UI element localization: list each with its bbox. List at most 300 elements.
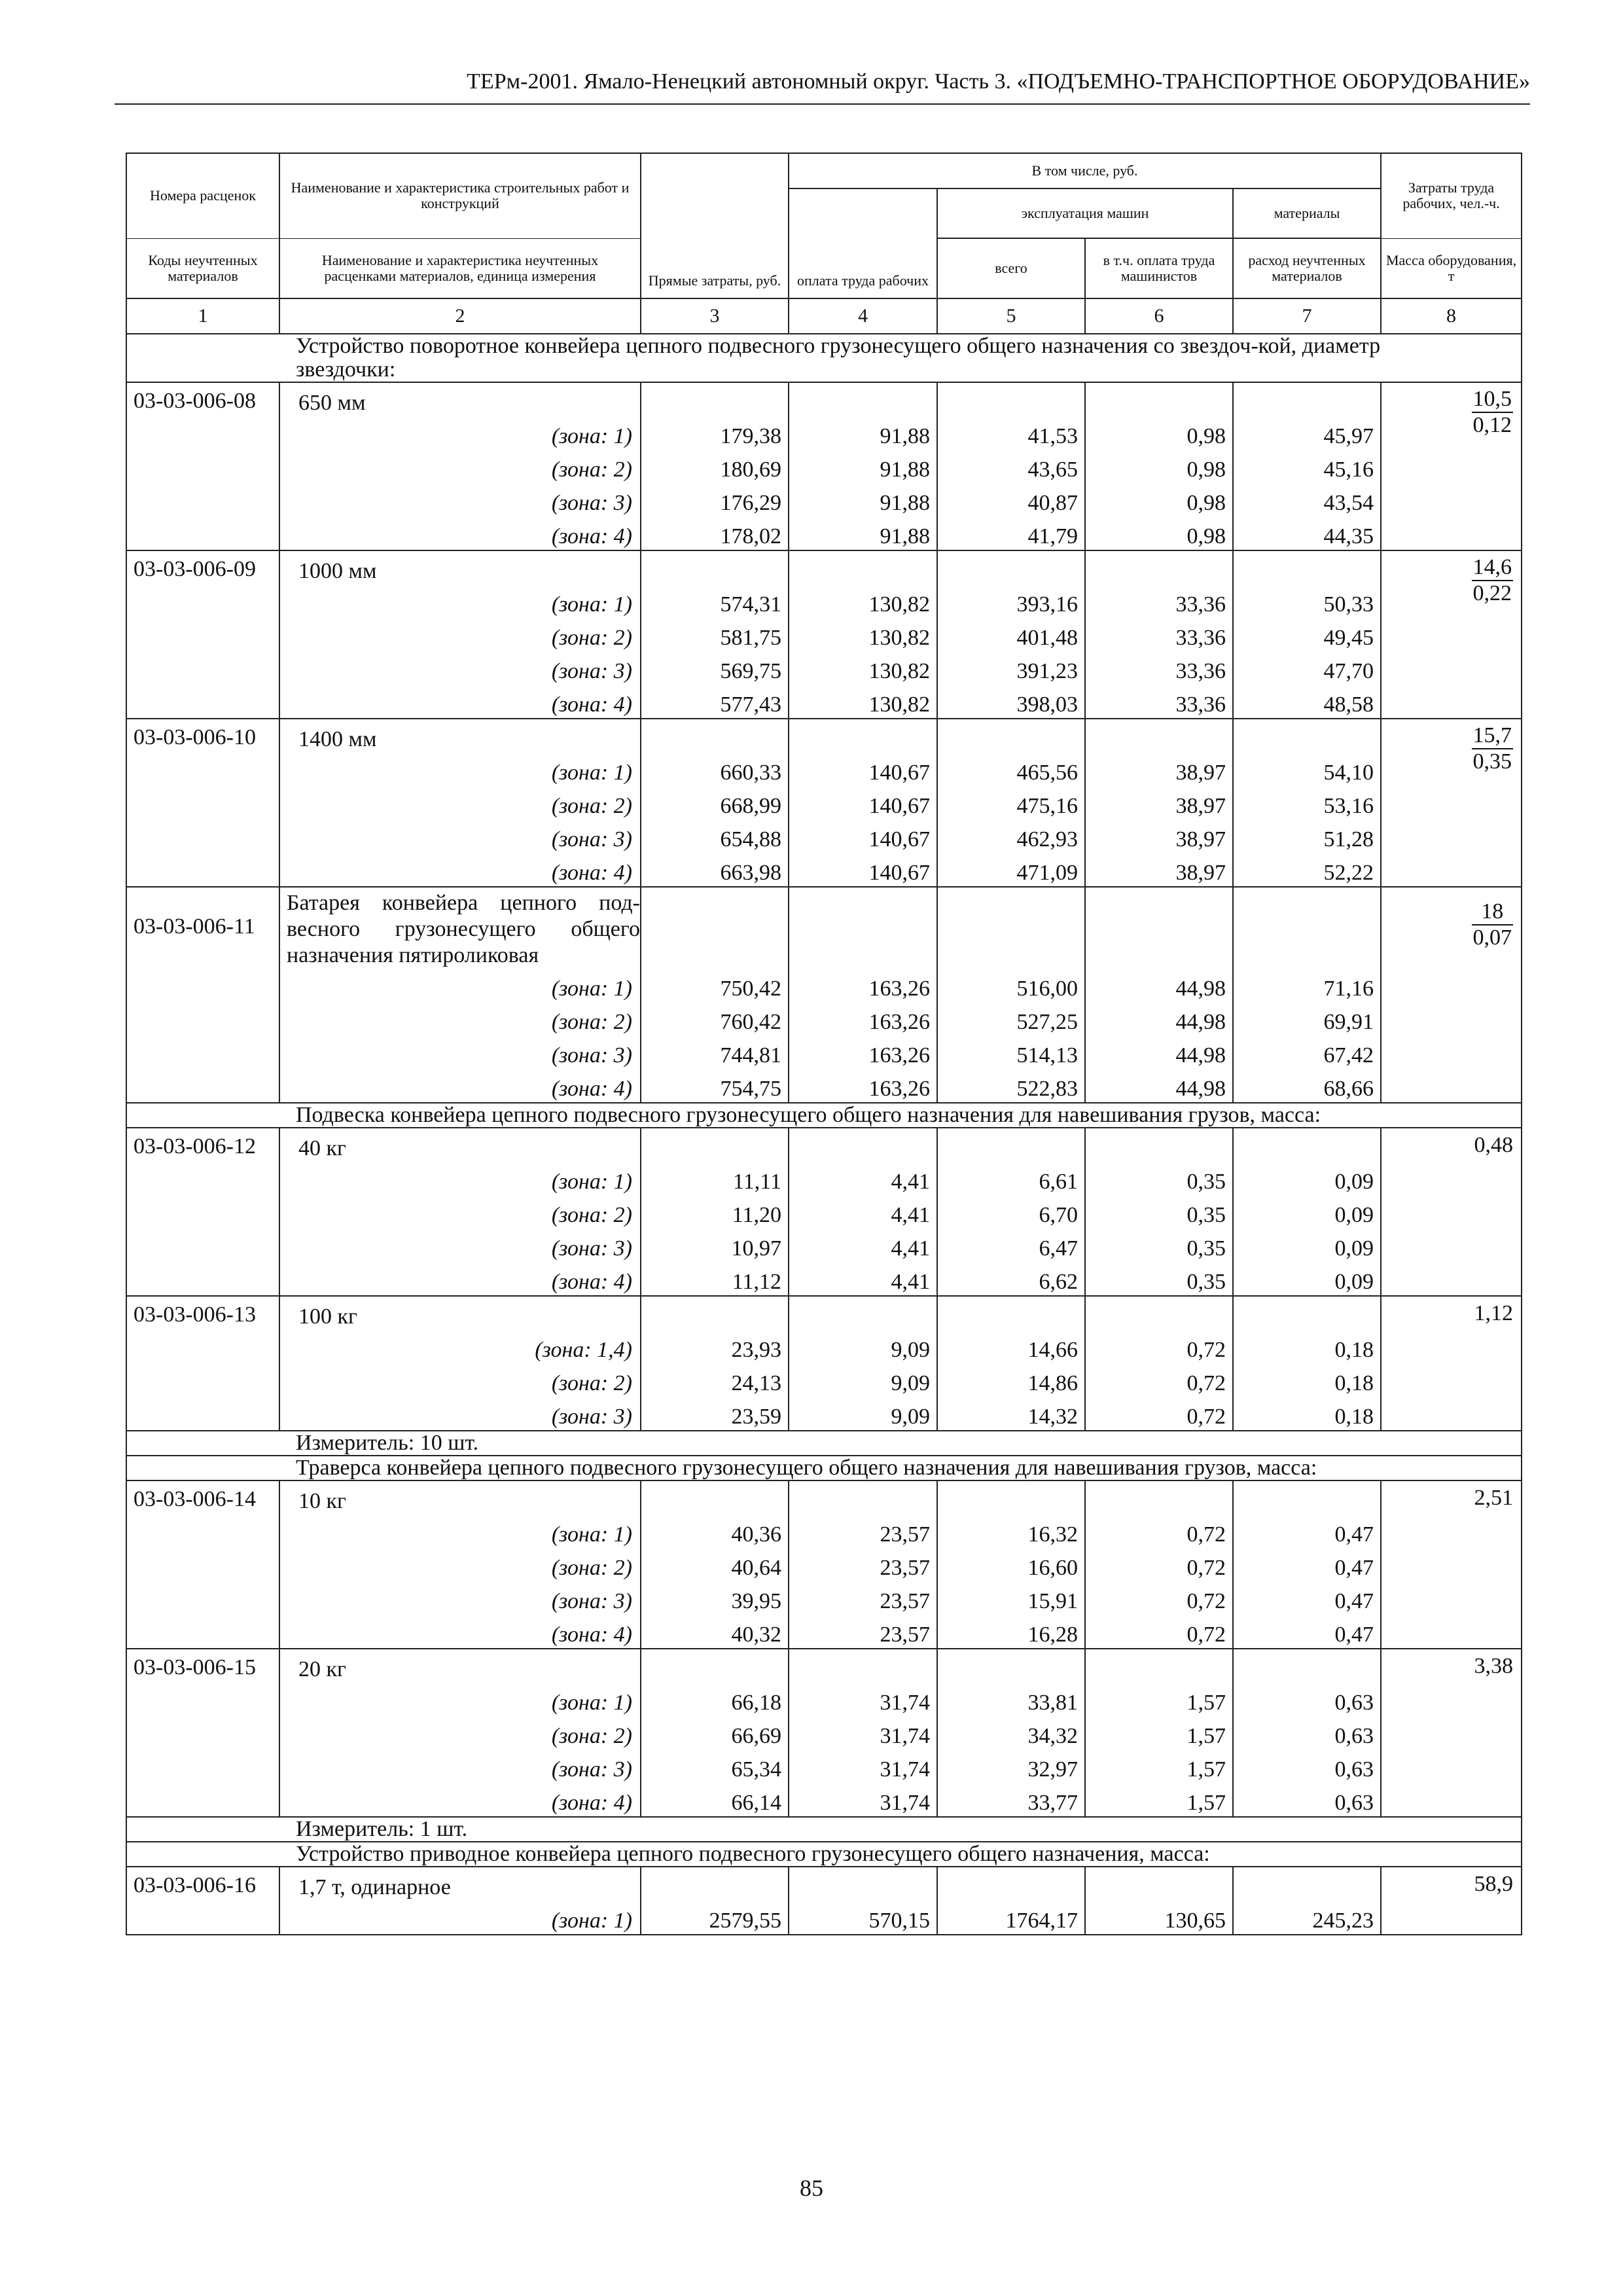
operators-value: 0,98 bbox=[1085, 483, 1233, 516]
section-title-row bbox=[126, 1103, 1522, 1128]
zone-row bbox=[126, 753, 1522, 786]
operators-value: 44,98 bbox=[1085, 1002, 1233, 1035]
operators-value: 33,36 bbox=[1085, 651, 1233, 685]
direct-value: 179,38 bbox=[641, 416, 789, 450]
wages-value: 31,74 bbox=[789, 1749, 937, 1783]
running-header: ТЕРм-2001. Ямало-Ненецкий автономный округ. Часть 3. «ПОДЪЕМНО-ТРАНСПОРТНОЕ ОБОРУДОВАНИЕ» bbox=[467, 69, 1530, 94]
zone-row bbox=[126, 1195, 1522, 1229]
zone-label: (зона: 1) bbox=[279, 416, 641, 450]
col6-header: в т.ч. оплата труда машинистов bbox=[1085, 238, 1233, 298]
operators-value: 0,98 bbox=[1085, 450, 1233, 483]
zone-label: (зона: 2) bbox=[279, 1002, 641, 1035]
zone-row bbox=[126, 1397, 1522, 1431]
labor-value: 3,38 bbox=[1474, 1654, 1514, 1678]
rate-item-row bbox=[126, 1296, 1522, 1330]
zone-label: (зона: 4) bbox=[279, 1069, 641, 1103]
materials-value: 0,09 bbox=[1233, 1262, 1381, 1296]
direct-value: 11,20 bbox=[641, 1195, 789, 1229]
zone-row bbox=[126, 685, 1522, 719]
section-title-row bbox=[126, 1456, 1522, 1480]
labor-value: 0,48 bbox=[1474, 1133, 1514, 1157]
direct-value: 660,33 bbox=[641, 753, 789, 786]
rate-code: 03-03-006-15 bbox=[126, 1649, 279, 1817]
wages-value: 163,26 bbox=[789, 969, 937, 1002]
wages-value: 4,41 bbox=[789, 1162, 937, 1195]
direct-value: 180,69 bbox=[641, 450, 789, 483]
zone-row bbox=[126, 1363, 1522, 1397]
direct-value: 668,99 bbox=[641, 786, 789, 819]
direct-value: 66,14 bbox=[641, 1783, 789, 1817]
operators-value: 0,72 bbox=[1085, 1397, 1233, 1431]
wages-value: 570,15 bbox=[789, 1901, 937, 1935]
labor-mass-fraction bbox=[1472, 899, 1514, 950]
table-body bbox=[126, 334, 1522, 1935]
zone-row bbox=[126, 1515, 1522, 1548]
zone-row bbox=[126, 584, 1522, 618]
materials-value: 0,47 bbox=[1233, 1515, 1381, 1548]
mass-value: 0,35 bbox=[1472, 749, 1512, 774]
zone-row bbox=[126, 1035, 1522, 1069]
wages-value: 9,09 bbox=[789, 1330, 937, 1363]
mass-value: 0,07 bbox=[1472, 925, 1512, 950]
direct-value: 654,88 bbox=[641, 819, 789, 853]
wages-value: 91,88 bbox=[789, 450, 937, 483]
wages-value: 31,74 bbox=[789, 1683, 937, 1716]
operators-value: 0,72 bbox=[1085, 1515, 1233, 1548]
materials-value: 0,47 bbox=[1233, 1581, 1381, 1615]
machines-value: 16,32 bbox=[937, 1515, 1085, 1548]
rate-name: 20 кг bbox=[279, 1649, 641, 1683]
zone-label: (зона: 3) bbox=[279, 819, 641, 853]
zone-label: (зона: 1) bbox=[279, 1683, 641, 1716]
operators-value: 1,57 bbox=[1085, 1783, 1233, 1817]
rate-item-row bbox=[126, 382, 1522, 416]
zone-row bbox=[126, 651, 1522, 685]
zone-label: (зона: 1) bbox=[279, 1901, 641, 1935]
wages-value: 130,82 bbox=[789, 685, 937, 719]
direct-value: 577,43 bbox=[641, 685, 789, 719]
zone-label: (зона: 1) bbox=[279, 753, 641, 786]
meter-row bbox=[126, 1817, 1522, 1842]
zone-row bbox=[126, 1162, 1522, 1195]
zone-label: (зона: 4) bbox=[279, 853, 641, 887]
materials-value: 0,18 bbox=[1233, 1397, 1381, 1431]
rate-code: 03-03-006-16 bbox=[126, 1867, 279, 1935]
machines-value: 14,86 bbox=[937, 1363, 1085, 1397]
operators-value: 38,97 bbox=[1085, 819, 1233, 853]
zone-row bbox=[126, 1581, 1522, 1615]
zone-label: (зона: 1) bbox=[279, 969, 641, 1002]
mass-value: 0,12 bbox=[1472, 413, 1512, 437]
section-title: Подвеска конвейера цепного подвесного грузонесущего общего назначения для навешивания грузов, масса: bbox=[126, 1103, 1522, 1128]
wages-value: 163,26 bbox=[789, 1035, 937, 1069]
zone-label: (зона: 2) bbox=[279, 786, 641, 819]
page-number: 85 bbox=[800, 2175, 823, 2201]
labor-value: 15,7 bbox=[1472, 723, 1514, 749]
operators-value: 38,97 bbox=[1085, 753, 1233, 786]
operators-value: 0,72 bbox=[1085, 1330, 1233, 1363]
column-number: 1 bbox=[126, 298, 279, 334]
direct-value: 569,75 bbox=[641, 651, 789, 685]
rate-item-row bbox=[126, 1649, 1522, 1683]
labor-value: 14,6 bbox=[1472, 555, 1514, 581]
zone-label: (зона: 3) bbox=[279, 1035, 641, 1069]
machines-value: 393,16 bbox=[937, 584, 1085, 618]
labor-mass-fraction bbox=[1472, 555, 1514, 606]
materials-value: 52,22 bbox=[1233, 853, 1381, 887]
machines-value: 475,16 bbox=[937, 786, 1085, 819]
rate-name: 40 кг bbox=[279, 1128, 641, 1162]
zone-row bbox=[126, 786, 1522, 819]
rate-item-row bbox=[126, 1480, 1522, 1515]
direct-value: 11,12 bbox=[641, 1262, 789, 1296]
wages-value: 4,41 bbox=[789, 1262, 937, 1296]
column-number: 4 bbox=[789, 298, 937, 334]
wages-value: 23,57 bbox=[789, 1515, 937, 1548]
direct-value: 40,32 bbox=[641, 1615, 789, 1649]
labor-value: 58,9 bbox=[1474, 1872, 1514, 1896]
wages-value: 91,88 bbox=[789, 483, 937, 516]
wages-value: 130,82 bbox=[789, 651, 937, 685]
operators-value: 1,57 bbox=[1085, 1683, 1233, 1716]
materials-value: 0,18 bbox=[1233, 1330, 1381, 1363]
wages-value: 130,82 bbox=[789, 584, 937, 618]
rate-item-row bbox=[126, 1867, 1522, 1901]
zone-row bbox=[126, 1783, 1522, 1817]
wages-value: 4,41 bbox=[789, 1195, 937, 1229]
direct-value: 11,11 bbox=[641, 1162, 789, 1195]
materials-value: 0,18 bbox=[1233, 1363, 1381, 1397]
direct-value: 65,34 bbox=[641, 1749, 789, 1783]
zone-row bbox=[126, 853, 1522, 887]
wages-value: 140,67 bbox=[789, 753, 937, 786]
zone-row bbox=[126, 1262, 1522, 1296]
zone-label: (зона: 1) bbox=[279, 584, 641, 618]
direct-value: 760,42 bbox=[641, 1002, 789, 1035]
direct-value: 24,13 bbox=[641, 1363, 789, 1397]
wages-value: 140,67 bbox=[789, 819, 937, 853]
materials-value: 51,28 bbox=[1233, 819, 1381, 853]
direct-value: 10,97 bbox=[641, 1229, 789, 1262]
materials-value: 67,42 bbox=[1233, 1035, 1381, 1069]
materials-value: 69,91 bbox=[1233, 1002, 1381, 1035]
machines-value: 522,83 bbox=[937, 1069, 1085, 1103]
zone-row bbox=[126, 1683, 1522, 1716]
group-materials-header: материалы bbox=[1233, 188, 1381, 238]
machines-value: 16,60 bbox=[937, 1548, 1085, 1581]
rate-item-row bbox=[126, 887, 1522, 969]
zone-label: (зона: 2) bbox=[279, 1548, 641, 1581]
materials-value: 0,47 bbox=[1233, 1615, 1381, 1649]
zone-row bbox=[126, 516, 1522, 550]
zone-label: (зона: 2) bbox=[279, 618, 641, 651]
mass-value: 0,22 bbox=[1472, 581, 1512, 605]
machines-value: 516,00 bbox=[937, 969, 1085, 1002]
zone-row bbox=[126, 1716, 1522, 1749]
rate-name: 10 кг bbox=[279, 1480, 641, 1515]
direct-value: 744,81 bbox=[641, 1035, 789, 1069]
operators-value: 33,36 bbox=[1085, 685, 1233, 719]
wages-value: 23,57 bbox=[789, 1615, 937, 1649]
zone-label: (зона: 3) bbox=[279, 1749, 641, 1783]
operators-value: 0,72 bbox=[1085, 1548, 1233, 1581]
machines-value: 398,03 bbox=[937, 685, 1085, 719]
operators-value: 44,98 bbox=[1085, 1069, 1233, 1103]
zone-row bbox=[126, 1229, 1522, 1262]
labor-mass-fraction bbox=[1472, 723, 1514, 774]
rate-name: 1,7 т, одинарное bbox=[279, 1867, 641, 1901]
materials-value: 245,23 bbox=[1233, 1901, 1381, 1935]
direct-value: 178,02 bbox=[641, 516, 789, 550]
rate-name: 100 кг bbox=[279, 1296, 641, 1330]
machines-value: 6,70 bbox=[937, 1195, 1085, 1229]
zone-row bbox=[126, 1069, 1522, 1103]
rate-name: 1000 мм bbox=[279, 550, 641, 584]
materials-value: 43,54 bbox=[1233, 483, 1381, 516]
machines-value: 40,87 bbox=[937, 483, 1085, 516]
direct-value: 663,98 bbox=[641, 853, 789, 887]
materials-value: 0,47 bbox=[1233, 1548, 1381, 1581]
wages-value: 163,26 bbox=[789, 1002, 937, 1035]
machines-value: 41,53 bbox=[937, 416, 1085, 450]
operators-value: 33,36 bbox=[1085, 618, 1233, 651]
rate-code: 03-03-006-12 bbox=[126, 1128, 279, 1296]
zone-label: (зона: 1) bbox=[279, 1515, 641, 1548]
machines-value: 14,32 bbox=[937, 1397, 1085, 1431]
operators-value: 1,57 bbox=[1085, 1716, 1233, 1749]
zone-label: (зона: 1) bbox=[279, 1162, 641, 1195]
direct-value: 40,36 bbox=[641, 1515, 789, 1548]
machines-value: 34,32 bbox=[937, 1716, 1085, 1749]
wages-value: 31,74 bbox=[789, 1716, 937, 1749]
zone-row bbox=[126, 483, 1522, 516]
group-in-total-header: В том числе, руб. bbox=[789, 153, 1381, 188]
materials-value: 49,45 bbox=[1233, 618, 1381, 651]
header-rule bbox=[115, 103, 1530, 105]
machines-value: 6,61 bbox=[937, 1162, 1085, 1195]
col8-top-header: Затраты труда рабочих, чел.-ч. bbox=[1381, 153, 1522, 238]
materials-value: 45,97 bbox=[1233, 416, 1381, 450]
direct-value: 23,59 bbox=[641, 1397, 789, 1431]
column-number: 7 bbox=[1233, 298, 1381, 334]
wages-value: 23,57 bbox=[789, 1581, 937, 1615]
machines-value: 465,56 bbox=[937, 753, 1085, 786]
operators-value: 38,97 bbox=[1085, 853, 1233, 887]
operators-value: 0,72 bbox=[1085, 1581, 1233, 1615]
machines-value: 33,77 bbox=[937, 1783, 1085, 1817]
direct-value: 581,75 bbox=[641, 618, 789, 651]
zone-label: (зона: 3) bbox=[279, 651, 641, 685]
rate-item-row bbox=[126, 550, 1522, 584]
direct-value: 40,64 bbox=[641, 1548, 789, 1581]
wages-value: 163,26 bbox=[789, 1069, 937, 1103]
wages-value: 91,88 bbox=[789, 516, 937, 550]
column-number: 8 bbox=[1381, 298, 1522, 334]
materials-value: 53,16 bbox=[1233, 786, 1381, 819]
operators-value: 44,98 bbox=[1085, 1035, 1233, 1069]
col4-header: оплата труда рабочих bbox=[789, 188, 937, 298]
zone-label: (зона: 2) bbox=[279, 1363, 641, 1397]
zone-label: (зона: 1,4) bbox=[279, 1330, 641, 1363]
zone-row bbox=[126, 1548, 1522, 1581]
labor-value: 18 bbox=[1472, 899, 1514, 925]
direct-value: 754,75 bbox=[641, 1069, 789, 1103]
zone-label: (зона: 3) bbox=[279, 1397, 641, 1431]
direct-value: 176,29 bbox=[641, 483, 789, 516]
meter-label: Измеритель: bbox=[296, 1817, 415, 1841]
materials-value: 0,09 bbox=[1233, 1162, 1381, 1195]
operators-value: 0,72 bbox=[1085, 1615, 1233, 1649]
operators-value: 0,35 bbox=[1085, 1229, 1233, 1262]
direct-value: 39,95 bbox=[641, 1581, 789, 1615]
wages-value: 9,09 bbox=[789, 1397, 937, 1431]
zone-row bbox=[126, 969, 1522, 1002]
rate-name: Батарея конвейера цепного под-весного грузонесущего общего назначения пятироликовая bbox=[279, 887, 641, 969]
wages-value: 140,67 bbox=[789, 786, 937, 819]
meter-row bbox=[126, 1431, 1522, 1456]
zone-row bbox=[126, 1901, 1522, 1935]
materials-value: 50,33 bbox=[1233, 584, 1381, 618]
zone-row bbox=[126, 1002, 1522, 1035]
rate-code: 03-03-006-08 bbox=[126, 382, 279, 550]
machines-value: 471,09 bbox=[937, 853, 1085, 887]
machines-value: 527,25 bbox=[937, 1002, 1085, 1035]
zone-label: (зона: 3) bbox=[279, 1581, 641, 1615]
zone-row bbox=[126, 819, 1522, 853]
materials-value: 0,63 bbox=[1233, 1783, 1381, 1817]
meter-value: 1 шт. bbox=[419, 1817, 468, 1841]
machines-value: 43,65 bbox=[937, 450, 1085, 483]
section-title: Траверса конвейера цепного подвесного грузонесущего общего назначения для навешивания грузов, масса: bbox=[126, 1456, 1522, 1480]
col3-header: Прямые затраты, руб. bbox=[641, 153, 789, 298]
col1-top-header: Номера расценок bbox=[126, 153, 279, 238]
rate-item-row bbox=[126, 719, 1522, 753]
column-number: 3 bbox=[641, 298, 789, 334]
machines-value: 391,23 bbox=[937, 651, 1085, 685]
zone-label: (зона: 3) bbox=[279, 1229, 641, 1262]
materials-value: 48,58 bbox=[1233, 685, 1381, 719]
section-title-row bbox=[126, 1842, 1522, 1867]
zone-label: (зона: 2) bbox=[279, 1716, 641, 1749]
wages-value: 130,82 bbox=[789, 618, 937, 651]
rate-code: 03-03-006-11 bbox=[126, 887, 279, 1103]
wages-value: 23,57 bbox=[789, 1548, 937, 1581]
rate-code: 03-03-006-10 bbox=[126, 719, 279, 887]
machines-value: 41,79 bbox=[937, 516, 1085, 550]
materials-value: 0,63 bbox=[1233, 1716, 1381, 1749]
materials-value: 0,09 bbox=[1233, 1229, 1381, 1262]
zone-row bbox=[126, 1330, 1522, 1363]
machines-value: 33,81 bbox=[937, 1683, 1085, 1716]
section-title: Устройство приводное конвейера цепного подвесного грузонесущего общего назначения, масса: bbox=[126, 1842, 1522, 1867]
rate-item-row bbox=[126, 1128, 1522, 1162]
materials-value: 44,35 bbox=[1233, 516, 1381, 550]
wages-value: 140,67 bbox=[789, 853, 937, 887]
machines-value: 462,93 bbox=[937, 819, 1085, 853]
operators-value: 33,36 bbox=[1085, 584, 1233, 618]
wages-value: 9,09 bbox=[789, 1363, 937, 1397]
operators-value: 0,35 bbox=[1085, 1195, 1233, 1229]
materials-value: 0,63 bbox=[1233, 1683, 1381, 1716]
direct-value: 66,18 bbox=[641, 1683, 789, 1716]
machines-value: 15,91 bbox=[937, 1581, 1085, 1615]
materials-value: 0,63 bbox=[1233, 1749, 1381, 1783]
machines-value: 514,13 bbox=[937, 1035, 1085, 1069]
zone-row bbox=[126, 450, 1522, 483]
rate-code: 03-03-006-14 bbox=[126, 1480, 279, 1649]
operators-value: 130,65 bbox=[1085, 1901, 1233, 1935]
materials-value: 45,16 bbox=[1233, 450, 1381, 483]
direct-value: 23,93 bbox=[641, 1330, 789, 1363]
col1-bottom-header: Коды неучтенных материалов bbox=[126, 238, 279, 298]
operators-value: 0,98 bbox=[1085, 416, 1233, 450]
zone-row bbox=[126, 1615, 1522, 1649]
labor-value: 1,12 bbox=[1474, 1301, 1514, 1325]
rate-code: 03-03-006-09 bbox=[126, 550, 279, 719]
direct-value: 750,42 bbox=[641, 969, 789, 1002]
machines-value: 14,66 bbox=[937, 1330, 1085, 1363]
group-machines-header: эксплуатация машин bbox=[937, 188, 1233, 238]
wages-value: 91,88 bbox=[789, 416, 937, 450]
materials-value: 0,09 bbox=[1233, 1195, 1381, 1229]
section-title-row bbox=[126, 334, 1522, 382]
zone-label: (зона: 4) bbox=[279, 1783, 641, 1817]
zone-label: (зона: 2) bbox=[279, 1195, 641, 1229]
zone-row bbox=[126, 1749, 1522, 1783]
zone-label: (зона: 2) bbox=[279, 450, 641, 483]
wages-value: 31,74 bbox=[789, 1783, 937, 1817]
column-number: 2 bbox=[279, 298, 641, 334]
materials-value: 71,16 bbox=[1233, 969, 1381, 1002]
zone-row bbox=[126, 618, 1522, 651]
zone-label: (зона: 4) bbox=[279, 685, 641, 719]
direct-value: 66,69 bbox=[641, 1716, 789, 1749]
machines-value: 32,97 bbox=[937, 1749, 1085, 1783]
rates-table bbox=[126, 152, 1522, 1935]
column-number: 6 bbox=[1085, 298, 1233, 334]
zone-label: (зона: 4) bbox=[279, 1262, 641, 1296]
col8-bottom-header: Масса оборудования, т bbox=[1381, 238, 1522, 298]
labor-mass-fraction bbox=[1472, 387, 1514, 438]
rate-code: 03-03-006-13 bbox=[126, 1296, 279, 1431]
labor-value: 2,51 bbox=[1474, 1486, 1514, 1510]
col5-header: всего bbox=[937, 238, 1085, 298]
operators-value: 44,98 bbox=[1085, 969, 1233, 1002]
meter-value: 10 шт. bbox=[419, 1431, 479, 1455]
rate-name: 650 мм bbox=[279, 382, 641, 416]
materials-value: 47,70 bbox=[1233, 651, 1381, 685]
zone-label: (зона: 3) bbox=[279, 483, 641, 516]
machines-value: 1764,17 bbox=[937, 1901, 1085, 1935]
machines-value: 6,47 bbox=[937, 1229, 1085, 1262]
meter-label: Измеритель: bbox=[296, 1431, 415, 1455]
direct-value: 2579,55 bbox=[641, 1901, 789, 1935]
rate-name: 1400 мм bbox=[279, 719, 641, 753]
zone-label: (зона: 4) bbox=[279, 516, 641, 550]
operators-value: 38,97 bbox=[1085, 786, 1233, 819]
machines-value: 16,28 bbox=[937, 1615, 1085, 1649]
col7-header: расход неучтенных материалов bbox=[1233, 238, 1381, 298]
zone-label: (зона: 4) bbox=[279, 1615, 641, 1649]
operators-value: 0,35 bbox=[1085, 1162, 1233, 1195]
materials-value: 68,66 bbox=[1233, 1069, 1381, 1103]
direct-value: 574,31 bbox=[641, 584, 789, 618]
zone-row bbox=[126, 416, 1522, 450]
operators-value: 0,98 bbox=[1085, 516, 1233, 550]
materials-value: 54,10 bbox=[1233, 753, 1381, 786]
section-title: Устройство поворотное конвейера цепного подвесного грузонесущего общего назначения со звездоч-кой, диаметр звездочки: bbox=[126, 334, 1522, 382]
machines-value: 6,62 bbox=[937, 1262, 1085, 1296]
